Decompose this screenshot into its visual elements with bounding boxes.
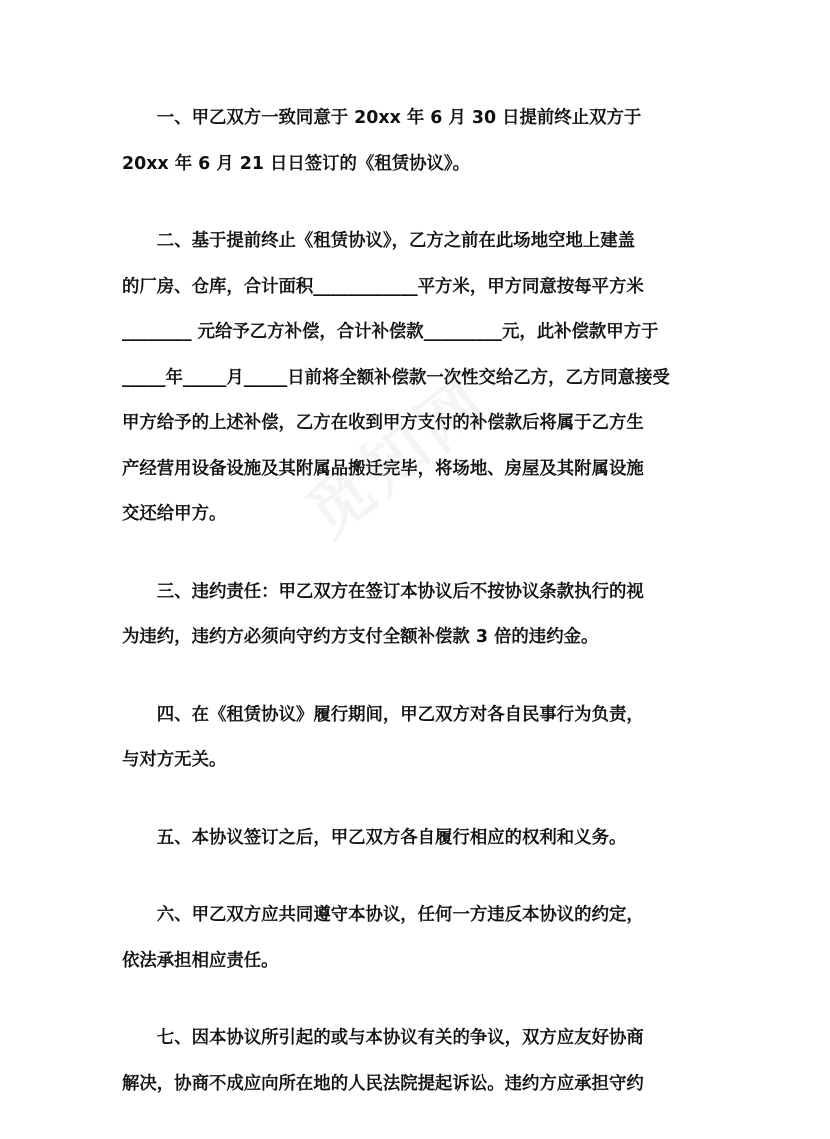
clause-line: 二、基于提前终止《租赁协议》，乙方之前在此场地空地上建盖	[156, 231, 636, 251]
clause-line: 甲方给予的上述补偿，乙方在收到甲方支付的补偿款后将属于乙方生	[122, 413, 644, 433]
clause-line: 解决，协商不成应向所在地的人民法院提起诉讼。违约方应承担守约	[122, 1073, 644, 1094]
clause-3	[122, 570, 712, 661]
clause-1	[122, 96, 712, 187]
clause-6	[122, 893, 712, 984]
clause-line: 七、因本协议所引起的或与本协议有关的争议，双方应友好协商	[156, 1028, 644, 1048]
clause-7	[122, 1016, 712, 1107]
clause-line: 的厂房、仓库，合计面积____________平方米，甲方同意按每平方米	[122, 276, 644, 297]
clause-line: 五、本协议签订之后，甲乙双方各自履行相应的权利和义务。	[156, 827, 627, 848]
document-body	[122, 96, 712, 1139]
clause-line: 三、违约责任：甲乙双方在签订本协议后不按协议条款执行的视	[156, 581, 644, 602]
clause-5	[122, 816, 712, 862]
clause-line: 为违约，违约方必须向守约方支付全额补偿款 3 倍的违约金。	[122, 627, 599, 647]
clause-line: 四、在《租赁协议》履行期间，甲乙双方对各自民事行为负责，	[156, 704, 644, 725]
clause-2	[122, 219, 712, 538]
clause-4	[122, 693, 712, 784]
clause-line: ________ 元给予乙方补偿，合计补偿款_________元，此补偿款甲方于	[122, 322, 659, 342]
clause-line: 交还给甲方。	[122, 504, 227, 524]
clause-line: 20xx 年 6 月 21 日日签订的《租赁协议》。	[122, 153, 470, 174]
clause-line: 六、甲乙双方应共同遵守本协议，任何一方违反本协议的约定，	[156, 905, 644, 925]
clause-line: 一、甲乙双方一致同意于 20xx 年 6 月 30 日提前终止双方于	[156, 108, 642, 128]
clause-line: 依法承担相应责任。	[122, 950, 279, 971]
clause-line: 与对方无关。	[122, 750, 227, 770]
clause-line: 产经营用设备设施及其附属品搬迁完毕，将场地、房屋及其附属设施	[122, 458, 644, 479]
clause-line: _____年_____月_____日前将全额补偿款一次性交给乙方，乙方同意接受	[122, 367, 670, 388]
